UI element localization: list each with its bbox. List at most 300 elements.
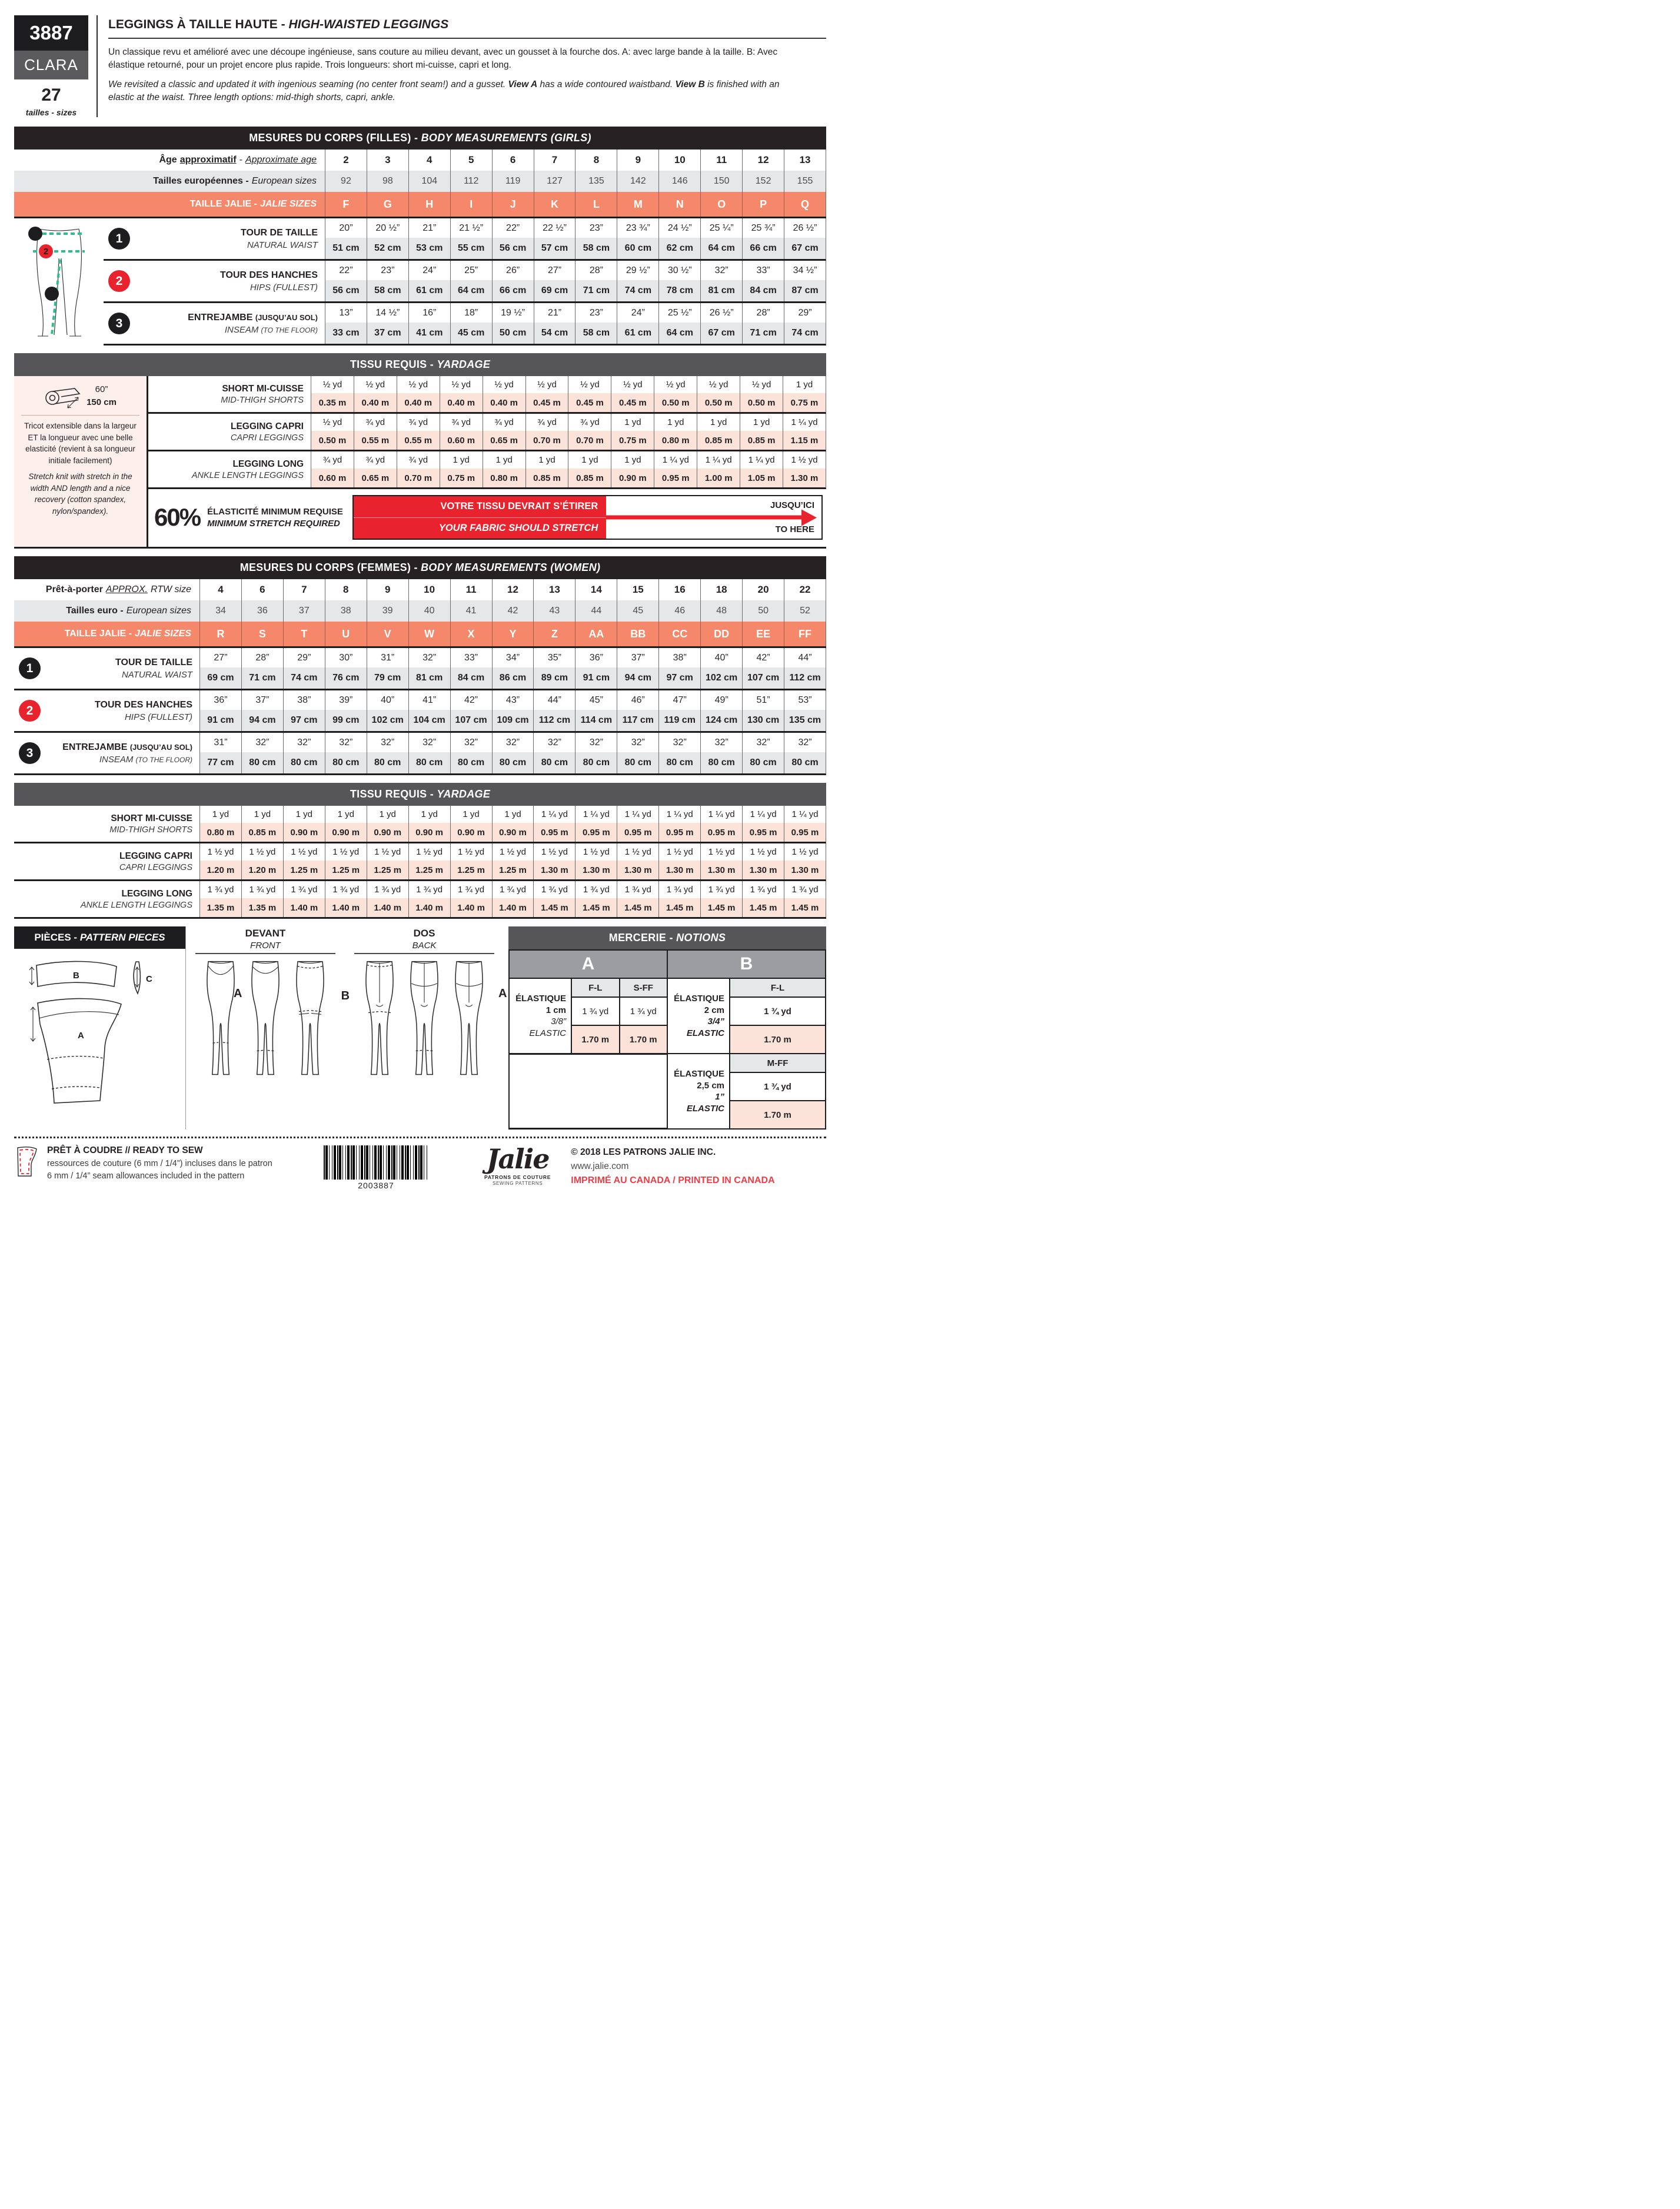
women-yardage-title-en: YARDAGE	[437, 788, 491, 800]
hips-value-cell: 44”	[533, 690, 575, 710]
stretch-target-en: TO HERE	[775, 524, 814, 534]
waist-value-cell: 74 cm	[283, 667, 325, 689]
elastic-b2-sizes: M-FF	[730, 1054, 825, 1072]
long-yardage-cell: 1.40 m	[492, 898, 534, 917]
capri-yardage-cell: 1 ½ yd	[742, 843, 784, 861]
shorts-yardage-cell: 0.95 m	[742, 823, 784, 842]
inseam-label-fr	[41, 742, 192, 753]
notions-col-a-spacer	[510, 1055, 667, 1128]
inseam-value-cell: 80 cm	[241, 752, 283, 773]
euro-size-cell: 41	[450, 600, 492, 622]
shorts-label-en: MID-THIGH SHORTS	[221, 395, 304, 405]
hips-value-cell: 87 cm	[784, 280, 826, 301]
long-yardage-cell: 1 ¾ yd	[617, 881, 658, 898]
women-measurement-rows	[14, 646, 826, 775]
long-yardage-cell: 1.40 m	[450, 898, 492, 917]
hips-value-cell: 53”	[784, 690, 826, 710]
fabric-width-inches: 60”	[95, 384, 108, 395]
capri-yardage-cell: 1.25 m	[492, 861, 534, 879]
inseam-value-cell: 32”	[742, 733, 784, 752]
stretch-gauge-en: YOUR FABRIC SHOULD STRETCH	[438, 522, 598, 533]
elastic-a-label	[510, 979, 571, 1053]
pattern-pieces-panel	[14, 926, 186, 1130]
hips-value-cell: 117 cm	[617, 710, 658, 731]
jalie-size-cell: L	[575, 192, 617, 217]
capri-yardage-cell: ¾ yd	[440, 414, 483, 431]
hips-label-en: HIPS (FULLEST)	[124, 712, 192, 722]
stretch-target-fr: JUSQU’ICI	[770, 500, 814, 510]
seam-allowance-en: 6 mm / 1/4” seam allowances included in the pattern	[47, 1171, 245, 1181]
notions-view-b-header: B	[668, 951, 825, 978]
inseam-value-cell: 80 cm	[658, 752, 700, 773]
long-yardage-cell: 1.45 m	[658, 898, 700, 917]
waist-value-cell: 27”	[199, 648, 241, 667]
girls-yardage-title	[14, 353, 826, 376]
elastic-b1-name-en: ELASTIC	[686, 1028, 724, 1038]
hips-value-cell: 102 cm	[367, 710, 408, 731]
description-fr: Un classique revu et amélioré avec une découpe ingénieuse, sans couture au milieu devant, avec un gousset à la fourche dos. A: avec large bande à la taille. B: Avec élastique retourné, pour un projet encore plus rapide. Trois longueurs: short mi-cuisse, capri et long.	[108, 47, 778, 70]
notions-body	[508, 979, 826, 1130]
notions-view-headers	[508, 949, 826, 979]
notions-title-en: NOTIONS	[676, 932, 726, 944]
women-jalie-label-fr: TAILLE JALIE -	[64, 629, 132, 639]
hips-value-cell: 25”	[450, 261, 492, 280]
inseam-badge: 3	[108, 313, 130, 334]
hips-value-cell: 78 cm	[658, 280, 700, 301]
hips-value-cell: 40”	[367, 690, 408, 710]
shorts-yardage-cell: 0.95 m	[533, 823, 575, 842]
shorts-yardage-cell: ½ yd	[654, 376, 697, 393]
pieces-title-fr: PIÈCES -	[34, 932, 80, 943]
capri-yardage-cell: 0.50 m	[311, 431, 354, 450]
elastic-a-yd-1: 1 ¾ yd	[572, 998, 619, 1025]
shorts-yardage-cell: 1 yd	[450, 806, 492, 823]
waist-value-cell: 31”	[367, 648, 408, 667]
inseam-value-cell: 32”	[492, 733, 534, 752]
seam-allowance-fr: ressources de couture (6 mm / 1/4”) incluses dans le patron	[47, 1159, 272, 1168]
euro-label-fr: Tailles européennes -	[153, 176, 249, 186]
shorts-yardage-cell: 0.75 m	[783, 393, 826, 412]
waist-value-cell: 64 cm	[700, 238, 742, 259]
back-view-a-label: A	[498, 986, 507, 1000]
long-yardage-cell: 1 yd	[568, 451, 611, 469]
capri-yardage-cell: 1.30 m	[700, 861, 742, 879]
leg-diagram	[14, 218, 104, 346]
women-measurements-table	[14, 556, 826, 775]
inseam-value-cell: 80 cm	[533, 752, 575, 773]
shorts-yardage-cell: 1 ¼ yd	[575, 806, 617, 823]
women-inseam-label	[14, 733, 199, 773]
shorts-yardage-cell: 0.40 m	[483, 393, 525, 412]
rtw-size-cell: 8	[325, 579, 367, 600]
inseam-value-cell: 32”	[700, 733, 742, 752]
hips-value-cell: 81 cm	[700, 280, 742, 301]
notions-col-a	[510, 979, 667, 1128]
shorts-yardage-cell: 1 ¼ yd	[533, 806, 575, 823]
capri-yardage-cell: 1.25 m	[325, 861, 367, 879]
shorts-yardage-cell: 1 yd	[367, 806, 408, 823]
inseam-value-cell: 31”	[199, 733, 241, 752]
hips-badge: 2	[19, 700, 41, 722]
long-yardage-cell: 1 yd	[611, 451, 654, 469]
shorts-yardage-cell: 0.90 m	[367, 823, 408, 842]
age-label-sep: -	[239, 155, 243, 165]
shorts-yardage-cell: 0.95 m	[784, 823, 826, 842]
fabric-roll-block	[21, 382, 139, 416]
diagram-badge-1-number: 1	[32, 229, 38, 239]
long-yardage-cell: 0.90 m	[611, 469, 654, 487]
girls-yardage-body	[14, 376, 826, 549]
elastic-a-yd-2: 1 ¾ yd	[620, 998, 667, 1025]
jalie-size-cell: DD	[700, 622, 742, 646]
piece-b-label: B	[73, 971, 79, 981]
hips-value-cell: 104 cm	[408, 710, 450, 731]
shorts-yardage-cell: 0.95 m	[700, 823, 742, 842]
capri-yardage-cell: 1 ½ yd	[575, 843, 617, 861]
girls-measurements-table	[14, 127, 826, 346]
ready-to-sew-block	[47, 1145, 300, 1181]
stretch-label-fr: ÉLASTICITÉ MINIMUM REQUISE	[207, 506, 343, 517]
women-hips-row	[14, 690, 826, 733]
shorts-yardage-cell: ½ yd	[525, 376, 568, 393]
waist-value-cell: 24 ½”	[658, 218, 700, 238]
notions-elastic-b2	[668, 1054, 825, 1128]
inseam-value-cell: 25 ½”	[658, 303, 700, 323]
shorts-yardage-cell: 1 yd	[325, 806, 367, 823]
inseam-label-text	[41, 742, 192, 765]
long-yardage-cell: 1 ½ yd	[783, 451, 826, 469]
girls-yardage-rows	[148, 376, 826, 547]
header-text-column	[97, 15, 826, 117]
hips-value-cell: 69 cm	[534, 280, 575, 301]
shorts-yardage-cell: 1 yd	[199, 806, 241, 823]
hips-value-cell: 30 ½”	[658, 261, 700, 280]
long-yardage-cell: 1.35 m	[199, 898, 241, 917]
capri-yardage-cell: 1 ½ yd	[784, 843, 826, 861]
euro-size-cell: 38	[325, 600, 367, 622]
girls-capri-yardage-row	[148, 414, 826, 451]
waist-value-cell: 76 cm	[325, 667, 367, 689]
inseam-value-cell: 50 cm	[492, 323, 534, 344]
inseam-value-cell: 32”	[575, 733, 617, 752]
front-figures	[186, 958, 350, 1080]
inseam-label-en-small: (TO THE FLOOR)	[135, 755, 192, 764]
capri-yardage-cell: 1 ½ yd	[325, 843, 367, 861]
euro-size-cell: 127	[534, 171, 575, 192]
elastic-b1-label	[668, 979, 729, 1053]
capri-label-fr: LEGGING CAPRI	[230, 421, 304, 431]
girls-rows-stack	[104, 218, 826, 346]
shorts-yardage-cell: 0.85 m	[241, 823, 283, 842]
waist-value-cell: 60 cm	[617, 238, 658, 259]
pattern-number: 3887	[14, 15, 88, 51]
hips-value-cell: 58 cm	[367, 280, 408, 301]
front-view-b-label: B	[341, 989, 350, 1003]
inseam-value-cell: 80 cm	[784, 752, 826, 773]
jalie-size-cell: AA	[575, 622, 617, 646]
inseam-label-fr-main: ENTREJAMBE	[188, 312, 255, 323]
inseam-value-cell: 23”	[575, 303, 617, 323]
women-jalie-label	[14, 622, 199, 646]
pattern-pieces-sketch	[16, 952, 182, 1110]
shorts-label-fr: SHORT MI-CUISSE	[111, 813, 192, 823]
women-euro-label-fr: Tailles euro -	[66, 606, 124, 616]
waist-value-cell: 20 ½”	[367, 218, 408, 238]
printed-in-canada: IMPRIMÉ AU CANADA / PRINTED IN CANADA	[571, 1175, 775, 1186]
waist-value-cell: 28”	[241, 648, 283, 667]
hips-value-cell: 124 cm	[700, 710, 742, 731]
inseam-label-fr-main: ENTREJAMBE	[62, 742, 130, 752]
hips-value-cell: 109 cm	[492, 710, 534, 731]
elastic-b2-name-en: ELASTIC	[686, 1103, 724, 1114]
shorts-yardage-cell: ½ yd	[440, 376, 483, 393]
rtw-label-en: RTW size	[150, 584, 191, 594]
long-yardage-cell: 1 ¾ yd	[408, 881, 450, 898]
waist-label-text	[130, 228, 318, 250]
shorts-label	[14, 806, 199, 842]
euro-size-cell: 39	[367, 600, 408, 622]
hips-value-cell: 99 cm	[325, 710, 367, 731]
jalie-size-cell: CC	[658, 622, 700, 646]
inseam-value-cell: 13”	[325, 303, 367, 323]
waist-value-cell: 66 cm	[742, 238, 784, 259]
shorts-yardage-cell: 0.95 m	[575, 823, 617, 842]
rtw-size-cell: 10	[408, 579, 450, 600]
jalie-logo-script: Jalie	[486, 1143, 549, 1175]
long-yardage-cell: 1 yd	[440, 451, 483, 469]
front-view-b-elastic	[288, 958, 332, 1080]
hips-value-cell: 34 ½”	[784, 261, 826, 280]
waist-value-cell: 36”	[575, 648, 617, 667]
header	[14, 15, 826, 117]
long-yardage-cell: 0.85 m	[568, 469, 611, 487]
inseam-value-cell: 18”	[450, 303, 492, 323]
elastic-b2-name: ÉLASTIQUE	[674, 1069, 724, 1079]
inseam-value-cell: 21”	[534, 303, 575, 323]
inseam-value-cell: 26 ½”	[700, 303, 742, 323]
capri-yardage-cell: 1 yd	[611, 414, 654, 431]
inseam-value-cell: 71 cm	[742, 323, 784, 344]
waist-value-cell: 86 cm	[492, 667, 534, 689]
sizes-count: 27	[41, 85, 61, 105]
capri-yardage-cell: 1 ½ yd	[450, 843, 492, 861]
girls-shorts-yardage-row	[148, 376, 826, 414]
women-rows-stack	[14, 648, 826, 775]
hips-value-cell: 24”	[408, 261, 450, 280]
back-views-group	[345, 928, 507, 1130]
elastic-b2-yd: 1 ¾ yd	[730, 1073, 825, 1100]
long-yardage-cell: 1.05 m	[740, 469, 783, 487]
euro-size-cell: 98	[367, 171, 408, 192]
waist-value-cell: 25 ¼”	[700, 218, 742, 238]
back-title-fr: DOS	[413, 928, 435, 939]
shorts-yardage-cell: 0.95 m	[658, 823, 700, 842]
website-link[interactable]: www.jalie.com	[571, 1161, 629, 1172]
shorts-yardage-cell: 0.90 m	[283, 823, 325, 842]
jalie-size-cell: F	[325, 192, 367, 217]
girls-jalie-row	[14, 192, 826, 217]
description-en-part3: is finished with an elastic at the waist. Three length options: mid-thigh shorts, capri, ankle.	[108, 79, 780, 103]
inseam-value-cell: 64 cm	[658, 323, 700, 344]
inseam-label-fr-small: (JUSQU’AU SOL)	[129, 742, 192, 752]
pattern-pieces-art	[14, 949, 185, 1117]
age-cell: 13	[784, 150, 826, 171]
women-rtw-row	[14, 579, 826, 600]
shorts-yardage-cell: 0.35 m	[311, 393, 354, 412]
long-label-en: ANKLE LENGTH LEGGINGS	[191, 470, 304, 480]
shorts-yardage-cell: 0.95 m	[617, 823, 658, 842]
hips-value-cell: 33”	[742, 261, 784, 280]
long-yardage-cell: 1 ¾ yd	[700, 881, 742, 898]
waist-value-cell: 94 cm	[617, 667, 658, 689]
inseam-label-en	[41, 755, 192, 765]
waist-value-cell: 51 cm	[325, 238, 367, 259]
women-title-en: BODY MEASUREMENTS (WOMEN)	[421, 562, 601, 573]
pattern-title-fr: LEGGINGS À TAILLE HAUTE -	[108, 18, 289, 31]
long-yardage-cell: 1 ¾ yd	[450, 881, 492, 898]
capri-yardage-cell: 1 ½ yd	[533, 843, 575, 861]
stretch-label-en: MINIMUM STRETCH REQUIRED	[207, 518, 340, 529]
inseam-value-cell: 24”	[617, 303, 658, 323]
women-jalie-label-en: JALIE SIZES	[134, 629, 191, 639]
back-view-ankle	[447, 958, 491, 1080]
long-yardage-cell: 1.45 m	[700, 898, 742, 917]
long-label	[148, 451, 311, 487]
capri-label-en: CAPRI LEGGINGS	[230, 433, 304, 443]
shorts-yardage-cell: 0.90 m	[408, 823, 450, 842]
inseam-badge: 3	[19, 742, 41, 764]
capri-yardage-cell: 1 ½ yd	[617, 843, 658, 861]
girls-hips-row	[104, 261, 826, 303]
jalie-logo	[484, 1145, 551, 1186]
age-label-fr1: Âge	[159, 155, 177, 165]
fabric-info-panel	[14, 376, 148, 547]
notions-view-a-header: A	[510, 951, 667, 978]
shorts-yardage-cell: 1 ¼ yd	[700, 806, 742, 823]
waist-badge: 1	[19, 657, 41, 679]
shorts-yardage-cell: 1 yd	[408, 806, 450, 823]
notions-elastic-b1	[668, 979, 825, 1053]
long-yardage-cell: 1 yd	[525, 451, 568, 469]
jalie-size-cell: EE	[742, 622, 784, 646]
women-waist-row	[14, 648, 826, 690]
hips-value-cell: 26”	[492, 261, 534, 280]
capri-label	[148, 414, 311, 450]
waist-value-cell: 71 cm	[241, 667, 283, 689]
waist-value-cell: 38”	[658, 648, 700, 667]
waist-value-cell: 32”	[408, 648, 450, 667]
waist-value-cell: 57 cm	[534, 238, 575, 259]
age-cell: 4	[408, 150, 450, 171]
hips-value-cell: 36”	[199, 690, 241, 710]
hips-value-cell: 49”	[700, 690, 742, 710]
rtw-size-cell: 4	[199, 579, 241, 600]
header-divider	[108, 38, 826, 39]
long-yardage-cell: 0.65 m	[354, 469, 397, 487]
capri-yardage-cell: 1.25 m	[408, 861, 450, 879]
age-cell: 11	[700, 150, 742, 171]
inseam-value-cell: 80 cm	[325, 752, 367, 773]
women-hips-label	[14, 690, 199, 731]
elastic-b2-width-cm: 2,5 cm	[697, 1080, 724, 1091]
hips-value-cell: 42”	[450, 690, 492, 710]
age-cell: 6	[492, 150, 534, 171]
long-yardage-cell: 1.40 m	[367, 898, 408, 917]
long-yardage-cell: 1 ¾ yd	[533, 881, 575, 898]
pieces-title-en: PATTERN PIECES	[79, 932, 165, 943]
euro-size-cell: 40	[408, 600, 450, 622]
hips-value-cell: 94 cm	[241, 710, 283, 731]
rtw-label-fr: Prêt-à-porter	[45, 584, 103, 594]
pattern-pieces-title	[14, 926, 185, 949]
capri-yardage-cell: ¾ yd	[568, 414, 611, 431]
euro-size-cell: 112	[450, 171, 492, 192]
rtw-label-approx: APPROX.	[105, 584, 148, 594]
description-en	[108, 78, 785, 104]
waist-value-cell: 69 cm	[199, 667, 241, 689]
jalie-label-en: JALIE SIZES	[260, 199, 317, 209]
women-yardage-table	[14, 783, 826, 919]
euro-size-cell: 155	[784, 171, 826, 192]
long-yardage-cell: 0.80 m	[483, 469, 525, 487]
elastic-a-name-en: ELASTIC	[529, 1028, 566, 1038]
age-cell: 8	[575, 150, 617, 171]
waist-value-cell: 44”	[784, 648, 826, 667]
long-label	[14, 881, 199, 917]
piece-c-label: C	[146, 974, 152, 984]
hips-value-cell: 23”	[367, 261, 408, 280]
capri-yardage-cell: 1 ½ yd	[199, 843, 241, 861]
fabric-width	[87, 383, 117, 409]
waist-value-cell: 56 cm	[492, 238, 534, 259]
elastic-b1-m: 1.70 m	[730, 1026, 825, 1053]
inseam-label-en-main: INSEAM	[99, 754, 136, 765]
waist-value-cell: 84 cm	[450, 667, 492, 689]
jalie-size-cell: I	[450, 192, 492, 217]
waist-value-cell: 79 cm	[367, 667, 408, 689]
rtw-size-cell: 22	[784, 579, 826, 600]
capri-yardage-cell: ¾ yd	[354, 414, 397, 431]
description-en-part2: has a wide contoured waistband.	[537, 79, 676, 90]
women-shorts-yardage-row	[14, 806, 826, 843]
waist-value-cell: 40”	[700, 648, 742, 667]
front-view-a-label: A	[234, 986, 242, 1000]
waist-value-cell: 29”	[283, 648, 325, 667]
capri-yardage-cell: 1 ½ yd	[241, 843, 283, 861]
hips-value-cell: 107 cm	[450, 710, 492, 731]
shorts-yardage-cell: ½ yd	[354, 376, 397, 393]
view-a-mention: View A	[508, 79, 538, 90]
waist-value-cell: 42”	[742, 648, 784, 667]
age-cell: 7	[534, 150, 575, 171]
inseam-value-cell: 80 cm	[492, 752, 534, 773]
inseam-value-cell: 32”	[283, 733, 325, 752]
euro-size-cell: 142	[617, 171, 658, 192]
jalie-size-cell: W	[408, 622, 450, 646]
capri-yardage-cell: 0.60 m	[440, 431, 483, 450]
back-view-shorts	[358, 958, 401, 1080]
long-yardage-cell: 1.45 m	[617, 898, 658, 917]
diagram-badge-2-number: 2	[43, 247, 49, 257]
waist-label-fr: TOUR DE TAILLE	[241, 227, 318, 238]
inseam-value-cell: 14 ½”	[367, 303, 408, 323]
capri-yardage-cell: 1.15 m	[783, 431, 826, 450]
waist-label-fr: TOUR DE TAILLE	[115, 657, 192, 667]
fabric-width-cm: 150 cm	[87, 397, 117, 407]
long-yardage-cell: 0.70 m	[397, 469, 440, 487]
girls-yardage-title-en: YARDAGE	[437, 358, 491, 370]
hips-value-cell: 66 cm	[492, 280, 534, 301]
